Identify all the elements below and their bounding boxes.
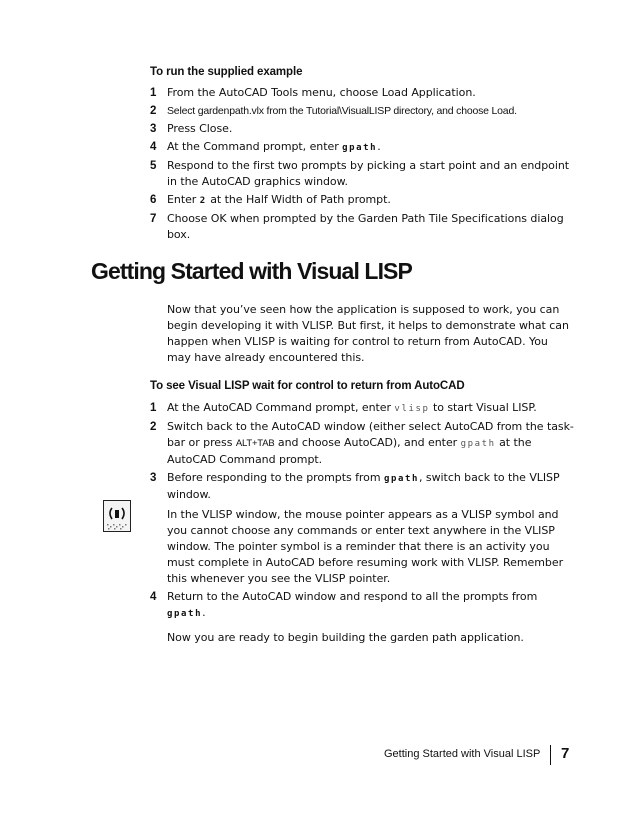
note-paragraph (150, 507, 575, 587)
step-text: At the Command prompt, enter (167, 140, 343, 153)
example-heading: To run the supplied example (150, 66, 303, 78)
step-number: 5 (150, 160, 157, 172)
step-number: 4 (150, 591, 157, 603)
list-item (150, 85, 575, 101)
file-name: gardenpath.vlx (197, 105, 264, 117)
command-code: gpath (167, 609, 203, 619)
list-item (150, 470, 575, 503)
step-number: 1 (150, 402, 157, 414)
note-text: In the VLISP window, the mouse pointer appears as a VLISP symbol and you cannot choose any commands or enter text anywhere in the VLISP window. The pointer symbol is a reminder that there is an activity you must complete in AutoCAD before resuming work with VLISP. Remember this whenever you see the VLISP pointer. (167, 508, 564, 585)
step-number: 2 (150, 105, 157, 117)
list-item (150, 211, 575, 243)
step-text: Choose OK when prompted by the Garden Path Tile Specifications dialog box. (167, 212, 564, 241)
list-item (150, 158, 575, 190)
step-text: from the Tutorial\VisualLISP directory, and choose Load. (263, 105, 517, 117)
step-text: to start Visual LISP. (429, 401, 537, 414)
step-text: Switch back to the AutoCAD window (either select AutoCAD from the task-bar or press (167, 420, 574, 449)
step-text: Respond to the first two prompts by picking a start point and an endpoint in the AutoCAD graphics window. (167, 159, 570, 188)
step-text: and choose AutoCAD), and enter (274, 436, 461, 449)
step-text: at the Half Width of Path prompt. (206, 193, 391, 206)
chapter-title: Getting Started with Visual LISP (91, 258, 412, 284)
step-text: at the AutoCAD Command prompt. (167, 436, 532, 466)
step-number: 3 (150, 123, 157, 135)
footer-title: Getting Started with Visual LISP (384, 748, 541, 760)
step-text: From the AutoCAD Tools menu, choose Load Application. (167, 86, 476, 99)
step-text: At the AutoCAD Command prompt, enter (167, 401, 395, 414)
example-steps (150, 85, 575, 245)
command-code: gpath (460, 439, 496, 449)
wait-heading: To see Visual LISP wait for control to return from AutoCAD (150, 380, 465, 392)
step-number: 2 (150, 421, 157, 433)
step-text: Enter (167, 193, 200, 206)
command-code: 2 (199, 196, 207, 206)
key-combo: ALT+TAB (235, 438, 275, 449)
step-text: . (202, 606, 206, 619)
list-item (150, 103, 575, 119)
step-text: Select (167, 105, 198, 117)
step-number: 3 (150, 472, 157, 484)
step-text: Press Close. (167, 122, 233, 135)
list-item (150, 419, 575, 468)
list-item (150, 121, 575, 137)
command-code: gpath (383, 474, 420, 484)
step-text: . (377, 140, 381, 153)
step-number: 6 (150, 194, 157, 206)
command-code: vlisp (394, 404, 430, 414)
closing-paragraph (150, 630, 575, 646)
vlisp-pointer-icon (103, 500, 131, 532)
list-item (150, 192, 575, 209)
step-number: 1 (150, 87, 157, 99)
vlisp-pointer-glyph (104, 501, 130, 531)
step-number: 4 (150, 141, 157, 153)
list-item (150, 139, 575, 156)
wait-steps (150, 400, 575, 648)
page-number: 7 (561, 745, 570, 762)
closing-text: Now you are ready to begin building the garden path application. (167, 631, 524, 644)
list-item (150, 400, 575, 417)
step-number: 7 (150, 213, 157, 225)
footer-divider (550, 745, 551, 765)
step-text: , switch back to the VLISP window. (167, 471, 560, 501)
intro-paragraph: Now that you’ve seen how the application is supposed to work, you can begin developing it with VLISP. But first, it helps to demonstrate what can happen when VLISP is waiting for control to return from AutoCAD. You may have already encountered this. (167, 303, 569, 364)
list-item (150, 589, 575, 622)
step-text: Return to the AutoCAD window and respond to all the prompts from (167, 590, 538, 603)
step-text: Before responding to the prompts from (167, 471, 384, 484)
command-code: gpath (342, 143, 378, 153)
